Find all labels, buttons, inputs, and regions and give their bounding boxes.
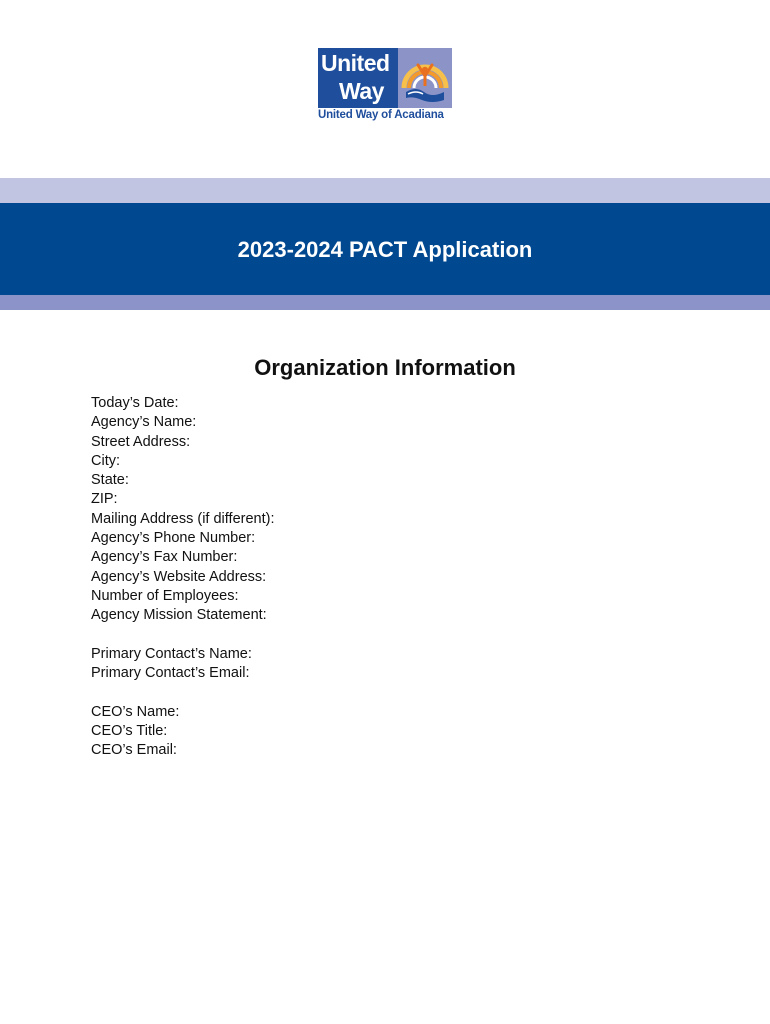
field-label-phone: Agency’s Phone Number: xyxy=(91,530,256,547)
logo-emblem xyxy=(398,48,452,108)
field-label-website: Agency’s Website Address: xyxy=(91,568,267,585)
field-label-mission: Agency Mission Statement: xyxy=(91,607,267,624)
banner xyxy=(0,203,770,295)
field-label-todays-date: Today’s Date: xyxy=(91,395,179,411)
rainbow-hand-person-icon xyxy=(398,48,452,108)
field-label-street-address: Street Address: xyxy=(91,433,191,450)
field-label-contact-name: Primary Contact’s Name: xyxy=(91,645,252,662)
spacer xyxy=(91,683,691,702)
spacer xyxy=(91,626,691,645)
logo-wordmark xyxy=(318,48,398,108)
field-label-agency-name: Agency’s Name: xyxy=(91,414,197,431)
banner-top-stripe xyxy=(0,178,770,203)
logo-caption: United Way of Acadiana xyxy=(318,109,444,121)
field-label-state: State: xyxy=(91,472,129,489)
united-way-logo xyxy=(318,48,452,108)
document-title: 2023-2024 PACT Application xyxy=(237,237,533,262)
logo-word-united: United xyxy=(321,50,390,76)
field-label-mailing-address: Mailing Address (if different): xyxy=(91,510,275,527)
section-heading: Organization Information xyxy=(254,355,516,380)
logo-word-way: Way xyxy=(339,78,384,104)
form-fields xyxy=(91,394,691,761)
banner-bottom-stripe xyxy=(0,295,770,310)
field-label-contact-email: Primary Contact’s Email: xyxy=(91,665,250,682)
field-label-zip: ZIP: xyxy=(91,491,118,508)
field-label-ceo-email: CEO’s Email: xyxy=(91,742,177,759)
field-label-city: City: xyxy=(91,452,120,469)
field-label-ceo-name: CEO’s Name: xyxy=(91,703,180,720)
field-label-ceo-title: CEO’s Title: xyxy=(91,723,168,740)
field-label-employees: Number of Employees: xyxy=(91,587,239,604)
field-label-fax: Agency’s Fax Number: xyxy=(91,549,238,566)
